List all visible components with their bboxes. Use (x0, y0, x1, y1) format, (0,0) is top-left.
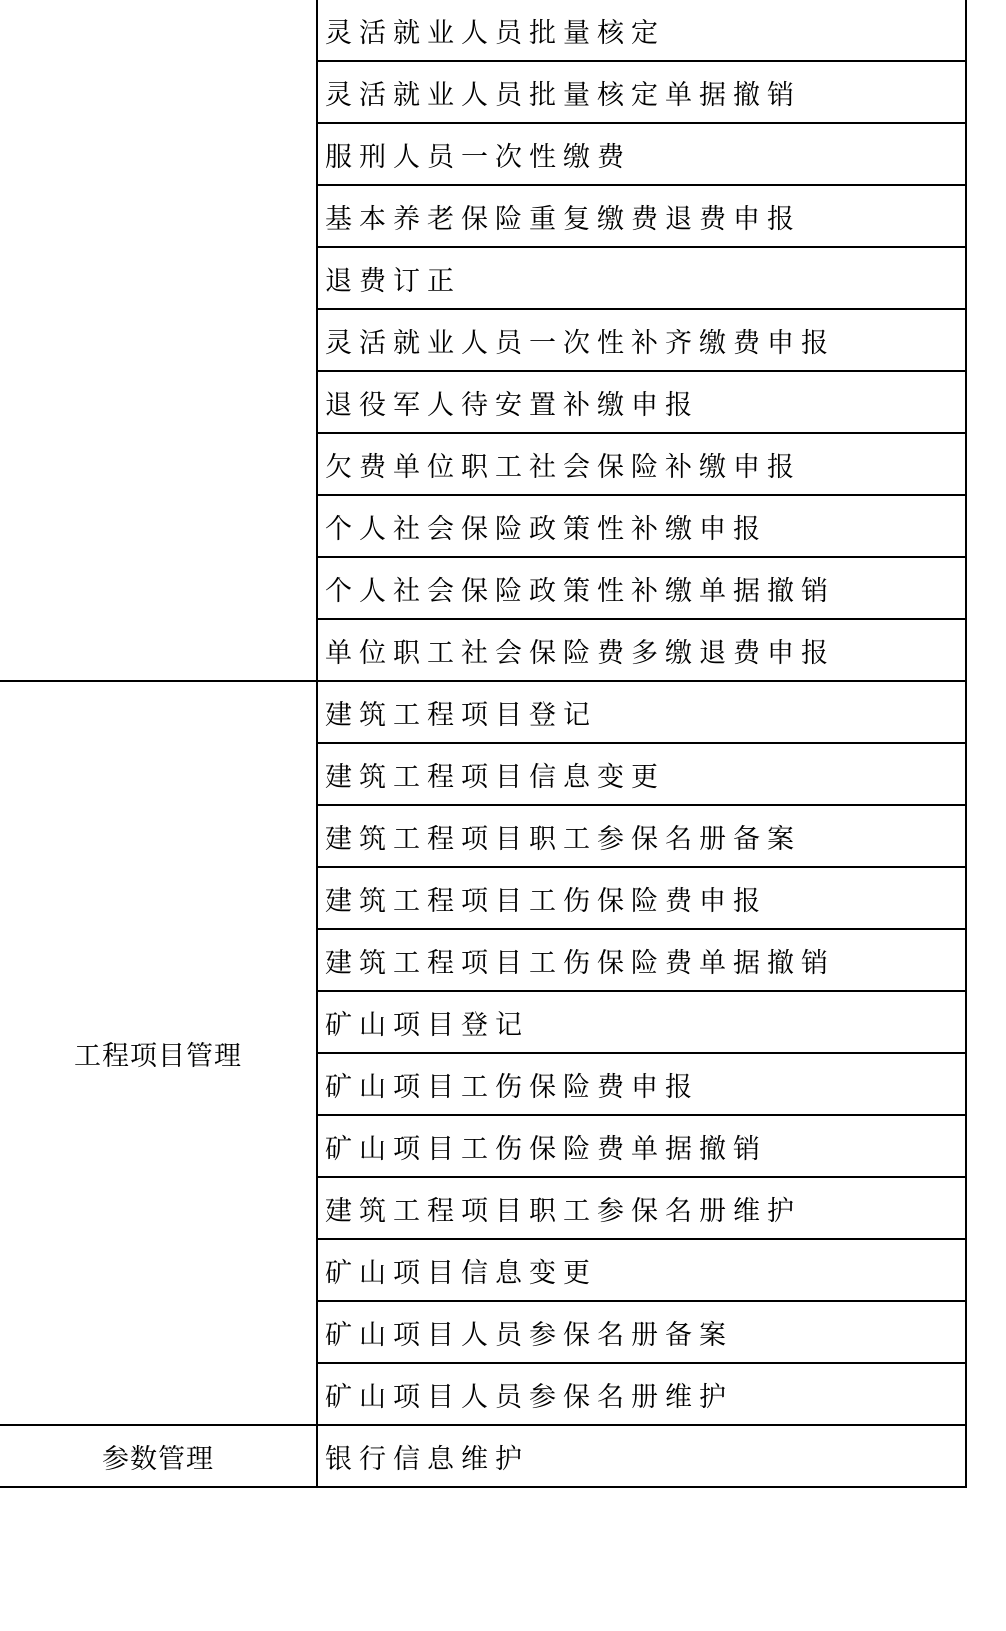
group-name-cell: 工程项目管理 (0, 681, 317, 1425)
service-item-cell: 灵活就业人员批量核定单据撤销 (317, 61, 966, 123)
service-item-cell: 建筑工程项目工伤保险费单据撤销 (317, 929, 966, 991)
service-item-cell: 建筑工程项目职工参保名册维护 (317, 1177, 966, 1239)
service-item-cell: 单位职工社会保险费多缴退费申报 (317, 619, 966, 681)
service-item-cell: 个人社会保险政策性补缴申报 (317, 495, 966, 557)
service-item-cell: 矿山项目工伤保险费申报 (317, 1053, 966, 1115)
service-item-cell: 建筑工程项目职工参保名册备案 (317, 805, 966, 867)
table-row (0, 681, 966, 743)
service-item-cell: 灵活就业人员一次性补齐缴费申报 (317, 309, 966, 371)
service-item-cell: 退费订正 (317, 247, 966, 309)
table-row (0, 0, 966, 61)
service-item-cell: 个人社会保险政策性补缴单据撤销 (317, 557, 966, 619)
service-item-cell: 矿山项目登记 (317, 991, 966, 1053)
service-item-cell: 欠费单位职工社会保险补缴申报 (317, 433, 966, 495)
service-item-cell: 建筑工程项目登记 (317, 681, 966, 743)
group-name-cell (0, 0, 317, 681)
service-item-cell: 矿山项目信息变更 (317, 1239, 966, 1301)
service-item-cell: 服刑人员一次性缴费 (317, 123, 966, 185)
service-item-cell: 建筑工程项目工伤保险费申报 (317, 867, 966, 929)
table-row (0, 1425, 966, 1487)
service-item-cell: 银行信息维护 (317, 1425, 966, 1487)
service-item-cell: 矿山项目工伤保险费单据撤销 (317, 1115, 966, 1177)
service-item-cell: 矿山项目人员参保名册备案 (317, 1301, 966, 1363)
service-item-cell: 建筑工程项目信息变更 (317, 743, 966, 805)
group-name-cell: 参数管理 (0, 1425, 317, 1487)
service-item-cell: 矿山项目人员参保名册维护 (317, 1363, 966, 1425)
service-item-cell: 退役军人待安置补缴申报 (317, 371, 966, 433)
service-item-cell: 基本养老保险重复缴费退费申报 (317, 185, 966, 247)
service-item-cell: 灵活就业人员批量核定 (317, 0, 966, 61)
